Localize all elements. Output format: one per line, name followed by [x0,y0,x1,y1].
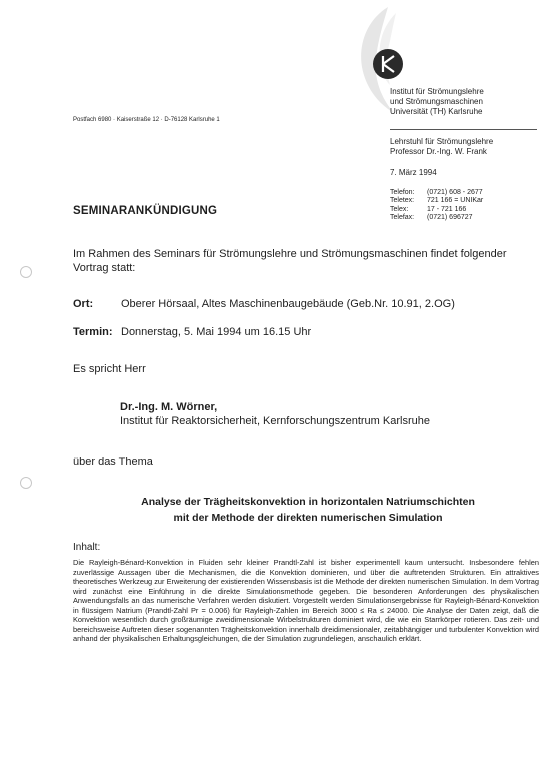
contact-label: Teletex: [390,197,415,205]
contact-row [390,197,483,205]
contact-value: (0721) 696727 [427,214,473,222]
contact-row [390,189,483,197]
location-value: Oberer Hörsaal, Altes Maschinenbaugebäude (Geb.Nr. 10.91, 2.OG) [121,298,455,310]
contents-label: Inhalt: [73,542,101,553]
contact-label: Telex: [390,205,409,213]
abstract-text: Die Rayleigh-Bénard-Konvektion in Fluiden sehr kleiner Prandtl-Zahl ist bisher experimentell kaum untersucht. Insbesondere fehlen zuverlässige Aussagen über die Mechanismen, die die Konvektion dominieren, und über die auftretenden Strukturen. Ein attraktives theoretisches Werkzeug zur Erweiterung der existierenden Wissensbasis ist die Methode der direkten numerischen Simulation. In dem Vortrag wird zunächst eine Einführung in die direkte Simulationsmethode gegeben. Die besonderen Anforderungen des physikalischen Anwendungsfalls an das numerische Verfahren werden diskutiert. Vorgestellt werden Simulationsergebnisse für Rayleigh-Bénard-Konvektion in flüssigem Natrium (Prandtl-Zahl Pr = 0.006) für Rayleigh-Zahlen im Bereich 3000 ≤ Ra ≤ 24000. Die Analyse der Daten zeigt, daß die Konvektion wesentlich durch großräumige zweidimensionale Wirbelstrukturen dominiert wird, die wie ein Starrkörper rotieren. Das zeit- und bereichsweise Auftreten dieser sogenannten Trägheitskonvektion innerhalb dreidimensionaler, zeitabhängiger und turbulenter Konvektion wird anhand der physikalischen Erhaltungsgleichungen, die der Simulation zugrundeliegen, anschaulich erklärt. [73,558,539,643]
contact-row [390,214,483,222]
talk-title-line: Analyse der Trägheitskonvektion in horizontalen Natriumschichten [141,496,475,508]
intro-paragraph: Im Rahmen des Seminars für Strömungslehre und Strömungsmaschinen findet folgender Vortrag statt: [73,248,507,274]
page-title: SEMINARANKÜNDIGUNG [73,205,218,217]
speaker-intro: Es spricht Herr [73,363,146,375]
contact-row [390,206,483,214]
contact-label: Telefon: [390,189,415,196]
institute-line: Institut für Strömungslehre [390,87,484,96]
postal-address: Postfach 6980 · Kaiserstraße 12 · D-76128 Karlsruhe 1 [73,117,220,123]
institute-line: und Strömungsmaschinen [390,97,483,106]
date-line [73,325,311,339]
chair-line: Professor Dr.-Ing. W. Frank [390,147,487,156]
speaker-affiliation: Institut für Reaktorsicherheit, Kernforschungszentrum Karlsruhe [120,415,430,427]
letter-date: 7. März 1994 [390,168,437,177]
topic-intro: über das Thema [73,456,153,468]
chair-line: Lehrstuhl für Strömungslehre [390,137,494,146]
contact-block [390,189,483,223]
speaker-block [120,400,430,428]
chair-block [390,137,493,157]
date-value: Donnerstag, 5. Mai 1994 um 16.15 Uhr [121,326,312,338]
date-label: Termin: [73,326,113,338]
talk-title [73,494,543,526]
institute-line: Universität (TH) Karlsruhe [390,107,483,116]
header-divider [390,129,537,130]
punch-hole-mark [20,266,32,278]
contact-label: Telefax: [390,214,415,222]
punch-hole-mark [20,477,32,489]
location-label: Ort: [73,298,94,310]
contact-value: 17 - 721 166 [427,205,467,213]
institute-name [390,87,540,117]
location-line [73,297,455,311]
speaker-name: Dr.-Ing. M. Wörner, [120,401,218,413]
logo-disc [373,49,403,79]
contact-value: 721 166 = UNIKar [427,197,484,205]
talk-title-line: mit der Methode der direkten numerischen Simulation [173,512,443,524]
contact-value: (0721) 608 - 2677 [427,189,483,196]
